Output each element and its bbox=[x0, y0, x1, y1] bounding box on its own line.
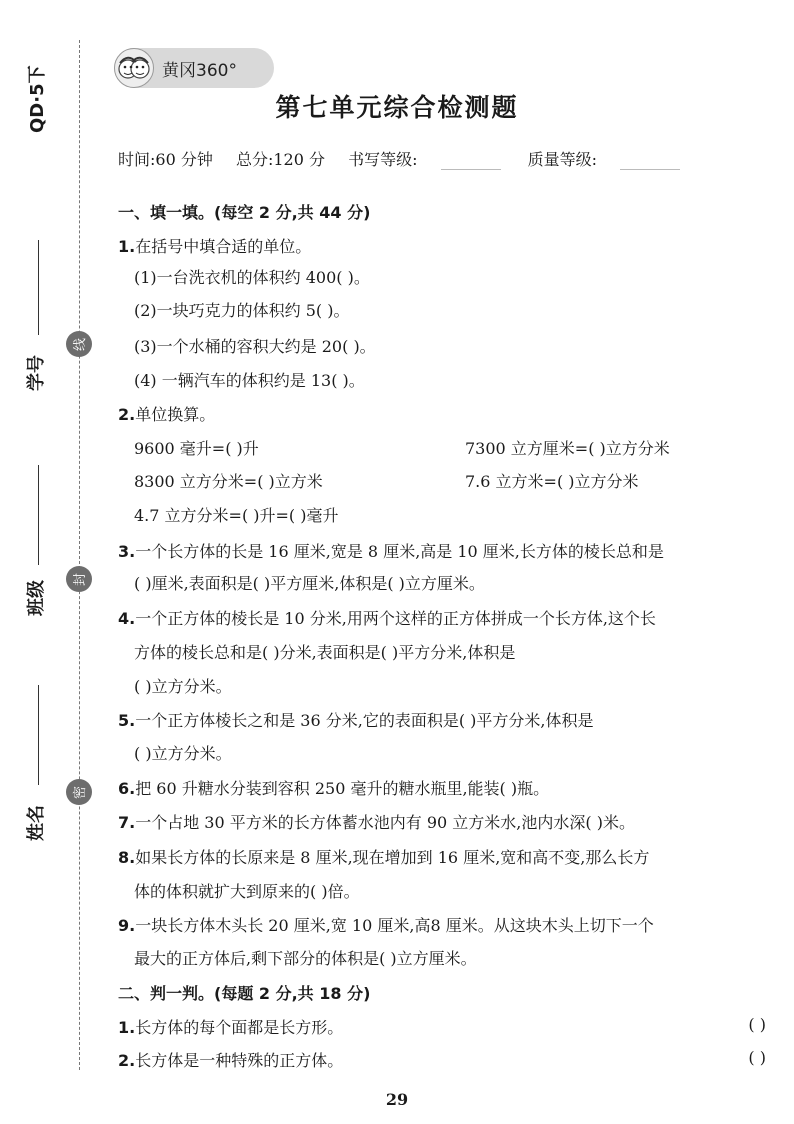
conversion-item: 8300 立方分米=( )立方米 bbox=[134, 472, 323, 491]
question-4: 4.一个正方体的棱长是 10 分米,用两个这样的正方体拼成一个长方体,这个长 bbox=[118, 609, 656, 628]
student-id-field[interactable] bbox=[38, 240, 40, 335]
question-8-cont: 体的体积就扩大到原来的( )倍。 bbox=[134, 882, 360, 901]
conversion-item: 4.7 立方分米=( )升=( )毫升 bbox=[134, 506, 339, 525]
secret-mark: 密 bbox=[66, 779, 92, 805]
conversion-item: 9600 毫升=( )升 bbox=[134, 439, 259, 458]
question-5-cont: ( )立方分米。 bbox=[134, 744, 232, 763]
binding-margin bbox=[0, 0, 100, 1124]
writing-grade-field[interactable] bbox=[441, 169, 501, 170]
question-6: 6.把 60 升糖水分装到容积 250 毫升的糖水瓶里,能装( )瓶。 bbox=[118, 779, 550, 798]
total-score: 总分:120 分 bbox=[235, 150, 325, 169]
question-9: 9.一块长方体木头长 20 厘米,宽 10 厘米,高8 厘米。从这块木头上切下一个 bbox=[118, 916, 654, 935]
cut-dashed-line bbox=[79, 40, 80, 1070]
exam-meta bbox=[118, 147, 680, 170]
question-1-item: (1)一台洗衣机的体积约 400( )。 bbox=[134, 268, 370, 287]
quality-grade-field[interactable] bbox=[620, 169, 680, 170]
cartoon-faces-icon bbox=[114, 48, 154, 88]
section-heading: 一、填一填。(每空 2 分,共 44 分) bbox=[118, 203, 371, 222]
question-1-item: (4) 一辆汽车的体积约是 13( )。 bbox=[134, 371, 365, 390]
question-1: 1.在括号中填合适的单位。 bbox=[118, 237, 312, 256]
conversion-item: 7.6 立方米=( )立方分米 bbox=[465, 472, 639, 491]
logo-text: 黄冈360° bbox=[162, 60, 237, 81]
question-1-item: (3)一个水桶的容积大约是 20( )。 bbox=[134, 337, 376, 356]
judge-item: 1.长方体的每个面都是长方形。 bbox=[118, 1018, 344, 1037]
page-number: 29 bbox=[385, 1090, 409, 1109]
question-4-cont: 方体的棱长总和是( )分米,表面积是( )平方分米,体积是 bbox=[134, 643, 516, 662]
grade-code: QD·5下 bbox=[27, 65, 48, 133]
question-5: 5.一个正方体棱长之和是 36 分米,它的表面积是( )平方分米,体积是 bbox=[118, 711, 594, 730]
question-8: 8.如果长方体的长原来是 8 厘米,现在增加到 16 厘米,宽和高不变,那么长方 bbox=[118, 848, 650, 867]
answer-parentheses[interactable]: ( ) bbox=[748, 1048, 766, 1067]
question-3: 3.一个长方体的长是 16 厘米,宽是 8 厘米,高是 10 厘米,长方体的棱长总和是 bbox=[118, 542, 664, 561]
question-3-cont: ( )厘米,表面积是( )平方厘米,体积是( )立方厘米。 bbox=[134, 574, 485, 593]
publisher-logo bbox=[114, 48, 274, 88]
time-limit: 时间:60 分钟 bbox=[118, 150, 213, 169]
seal-mark: 封 bbox=[66, 566, 92, 592]
question-7: 7.一个占地 30 平方米的长方体蓄水池内有 90 立方米水,池内水深( )米。 bbox=[118, 813, 635, 832]
section-heading: 二、判一判。(每题 2 分,共 18 分) bbox=[118, 984, 371, 1003]
question-2: 2.单位换算。 bbox=[118, 405, 216, 424]
name-label: 姓名 bbox=[26, 805, 47, 841]
name-field[interactable] bbox=[38, 685, 40, 785]
page-title: 第七单元综合检测题 bbox=[275, 93, 519, 122]
question-1-item: (2)一块巧克力的体积约 5( )。 bbox=[134, 301, 350, 320]
conversion-item: 7300 立方厘米=( )立方分米 bbox=[465, 439, 670, 458]
quality-grade-label: 质量等级: bbox=[527, 150, 598, 169]
student-id-label: 学号 bbox=[26, 355, 47, 391]
question-4-cont: ( )立方分米。 bbox=[134, 677, 232, 696]
class-field[interactable] bbox=[38, 465, 40, 565]
line-mark: 线 bbox=[66, 331, 92, 357]
class-label: 班级 bbox=[26, 580, 47, 616]
question-9-cont: 最大的正方体后,剩下部分的体积是( )立方厘米。 bbox=[134, 949, 477, 968]
judge-item: 2.长方体是一种特殊的正方体。 bbox=[118, 1051, 344, 1070]
writing-grade-label: 书写等级: bbox=[348, 150, 418, 169]
answer-parentheses[interactable]: ( ) bbox=[748, 1015, 766, 1034]
